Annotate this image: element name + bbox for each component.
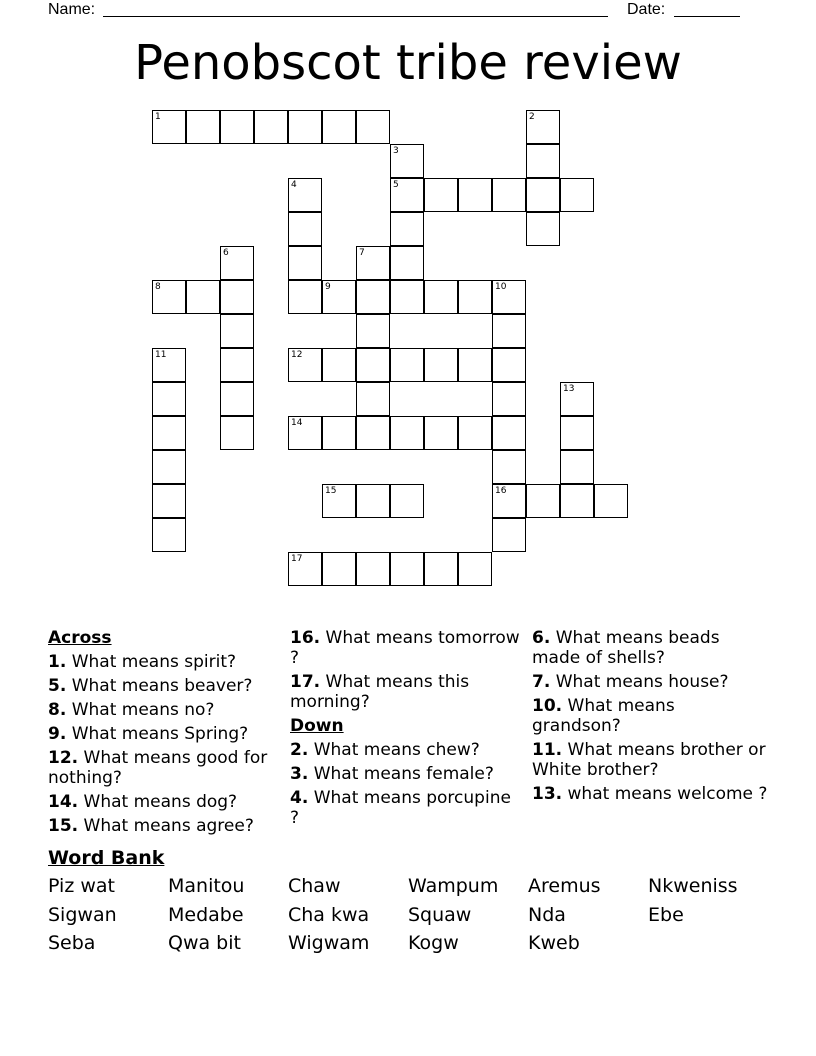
word-bank-item: Kogw <box>408 932 459 954</box>
crossword-cell[interactable] <box>288 246 322 280</box>
crossword-cell[interactable] <box>560 178 594 212</box>
crossword-cell[interactable] <box>322 348 356 382</box>
crossword-cell[interactable] <box>594 484 628 518</box>
crossword-cell[interactable] <box>152 450 186 484</box>
word-bank-item: Wampum <box>408 875 499 897</box>
word-bank-item: Seba <box>48 932 96 954</box>
crossword-cell[interactable] <box>220 348 254 382</box>
clue-down-6: 6. What means beads made of shells? <box>532 628 720 668</box>
clues-column-2 <box>290 628 522 832</box>
crossword-cell[interactable] <box>492 518 526 552</box>
crossword-cell[interactable] <box>152 416 186 450</box>
crossword-cell[interactable] <box>288 416 322 450</box>
clue-down-13: 13. what means welcome ? <box>532 784 768 804</box>
crossword-cell[interactable] <box>220 314 254 348</box>
crossword-cell[interactable] <box>526 484 560 518</box>
clue-down-7: 7. What means house? <box>532 672 729 692</box>
down-heading: Down <box>290 716 344 736</box>
crossword-cell[interactable] <box>492 314 526 348</box>
crossword-cell[interactable] <box>390 552 424 586</box>
crossword-cell[interactable] <box>458 552 492 586</box>
crossword-cell[interactable] <box>152 280 186 314</box>
crossword-cell[interactable] <box>220 110 254 144</box>
crossword-cell[interactable] <box>356 348 390 382</box>
crossword-cell[interactable] <box>152 382 186 416</box>
crossword-cell[interactable] <box>356 416 390 450</box>
clue-across-14: 14. What means dog? <box>48 792 238 812</box>
crossword-cell[interactable] <box>186 280 220 314</box>
clue-number: 6 <box>223 248 229 258</box>
crossword-cell[interactable] <box>424 416 458 450</box>
crossword-cell[interactable] <box>526 212 560 246</box>
crossword-cell[interactable] <box>458 280 492 314</box>
crossword-cell[interactable] <box>492 178 526 212</box>
crossword-cell[interactable] <box>390 416 424 450</box>
crossword-cell[interactable] <box>152 484 186 518</box>
crossword-cell[interactable] <box>424 280 458 314</box>
across-heading: Across <box>48 628 112 648</box>
crossword-cell[interactable] <box>458 348 492 382</box>
word-bank-item: Wigwam <box>288 932 370 954</box>
crossword-cell[interactable] <box>356 552 390 586</box>
clue-number: 8 <box>155 282 161 292</box>
crossword-cell[interactable] <box>356 110 390 144</box>
crossword-cell[interactable] <box>322 416 356 450</box>
crossword-cell[interactable] <box>288 110 322 144</box>
crossword-cell[interactable] <box>322 280 356 314</box>
word-bank-item: Manitou <box>168 875 245 897</box>
crossword-cell[interactable] <box>424 552 458 586</box>
crossword-cell[interactable] <box>186 110 220 144</box>
crossword-cell[interactable] <box>390 348 424 382</box>
word-bank-item: Squaw <box>408 903 472 926</box>
crossword-cell[interactable] <box>390 246 424 280</box>
clue-down-4: 4. What means porcupine ? <box>290 788 511 828</box>
word-bank-item: Cha kwa <box>288 903 370 926</box>
clues-column-1 <box>48 628 280 840</box>
clue-across-1: 1. What means spirit? <box>48 652 237 672</box>
clue-number: 5 <box>393 180 399 190</box>
crossword-cell[interactable] <box>356 382 390 416</box>
crossword-cell[interactable] <box>424 178 458 212</box>
word-bank-item: Medabe <box>168 903 244 926</box>
crossword-cell[interactable] <box>458 178 492 212</box>
crossword-cell[interactable] <box>220 416 254 450</box>
crossword-cell[interactable] <box>322 110 356 144</box>
crossword-cell[interactable] <box>356 246 390 280</box>
crossword-cell[interactable] <box>220 382 254 416</box>
clue-across-17: 17. What means this morning? <box>290 672 470 712</box>
date-label: Date: <box>627 1 666 18</box>
crossword-cell[interactable] <box>560 484 594 518</box>
crossword-cell[interactable] <box>288 212 322 246</box>
crossword-cell[interactable] <box>492 416 526 450</box>
crossword-cell[interactable] <box>322 484 356 518</box>
clue-down-10: 10. What means grandson? <box>532 696 675 736</box>
clue-across-9: 9. What means Spring? <box>48 724 249 744</box>
crossword-cell[interactable] <box>526 110 560 144</box>
clue-across-16: 16. What means tomorrow ? <box>290 628 520 668</box>
crossword-cell[interactable] <box>492 450 526 484</box>
clue-across-15: 15. What means agree? <box>48 816 254 836</box>
crossword-cell[interactable] <box>390 280 424 314</box>
word-bank-item: Qwa bit <box>168 932 241 954</box>
crossword-cell[interactable] <box>560 416 594 450</box>
crossword-cell[interactable] <box>254 110 288 144</box>
page-title: Penobscot tribe review <box>134 35 682 91</box>
clue-number: 10 <box>495 282 507 292</box>
crossword-cell[interactable] <box>288 552 322 586</box>
clue-across-5: 5. What means beaver? <box>48 676 253 696</box>
clues-column-3 <box>532 628 768 808</box>
clue-down-3: 3. What means female? <box>290 764 494 784</box>
clue-number: 11 <box>155 350 167 360</box>
clue-number: 7 <box>359 248 365 258</box>
crossword-cell[interactable] <box>390 144 424 178</box>
crossword-cell[interactable] <box>152 110 186 144</box>
crossword-cell[interactable] <box>560 382 594 416</box>
crossword-cell[interactable] <box>526 144 560 178</box>
crossword-cell[interactable] <box>322 552 356 586</box>
crossword-cell[interactable] <box>152 348 186 382</box>
word-bank-item: Chaw <box>288 875 341 897</box>
clue-number: 4 <box>291 180 297 190</box>
clue-number: 9 <box>325 282 331 292</box>
crossword-cell[interactable] <box>492 382 526 416</box>
clue-number: 1 <box>155 112 161 122</box>
clue-number: 15 <box>325 486 337 496</box>
word-bank-item: Piz wat <box>48 875 115 897</box>
crossword-cell[interactable] <box>356 484 390 518</box>
clue-down-2: 2. What means chew? <box>290 740 480 760</box>
crossword-cell[interactable] <box>152 518 186 552</box>
word-bank-item: Kweb <box>528 932 580 954</box>
word-bank-item: Nda <box>528 903 566 926</box>
clue-number: 12 <box>291 350 303 360</box>
crossword-cell[interactable] <box>424 348 458 382</box>
name-label: Name: <box>48 1 96 18</box>
crossword-cell[interactable] <box>492 348 526 382</box>
clue-number: 13 <box>563 384 575 394</box>
crossword-cell[interactable] <box>526 178 560 212</box>
crossword-cell[interactable] <box>288 280 322 314</box>
crossword-cell[interactable] <box>458 416 492 450</box>
clue-number: 14 <box>291 418 303 428</box>
word-bank-item: Sigwan <box>48 903 117 926</box>
crossword-cell[interactable] <box>492 280 526 314</box>
crossword-cell[interactable] <box>390 212 424 246</box>
clue-across-12: 12. What means good for nothing? <box>48 748 268 788</box>
crossword-cell[interactable] <box>560 450 594 484</box>
crossword-cell[interactable] <box>288 178 322 212</box>
word-bank-item: Nkweniss <box>648 875 738 897</box>
crossword-cell[interactable] <box>220 246 254 280</box>
crossword-cell[interactable] <box>492 484 526 518</box>
clue-number: 3 <box>393 146 399 156</box>
word-bank-item: Aremus <box>528 875 601 897</box>
word-bank-heading: Word Bank <box>48 847 165 869</box>
clue-number: 2 <box>529 112 535 122</box>
crossword-cell[interactable] <box>356 314 390 348</box>
crossword-cell[interactable] <box>288 348 322 382</box>
clue-down-11: 11. What means brother or White brother? <box>532 740 766 780</box>
crossword-cell[interactable] <box>356 280 390 314</box>
crossword-cell[interactable] <box>220 280 254 314</box>
word-bank-item: Ebe <box>648 903 684 926</box>
crossword-cell[interactable] <box>390 484 424 518</box>
clue-number: 17 <box>291 554 303 564</box>
clue-number: 16 <box>495 486 507 496</box>
clue-across-8: 8. What means no? <box>48 700 215 720</box>
crossword-cell[interactable] <box>390 178 424 212</box>
